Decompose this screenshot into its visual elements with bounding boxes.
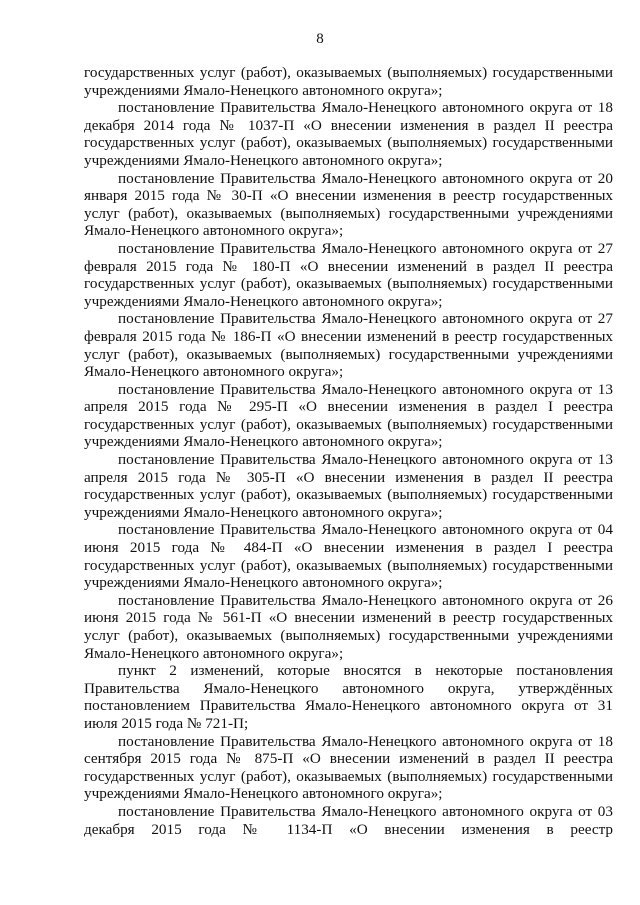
paragraph-resolution-295: постановление Правительства Ямало-Ненецкого автономного округа от 13 апреля 2015 года № 295-П «О внесении изменения в раздел I реестра государственных услуг (работ), оказываемых (выполняемых) государственными учреждениями Ямало-Ненецкого автономного округа»; [84, 380, 613, 451]
page-number: 8 [316, 31, 324, 47]
paragraph-resolution-186: постановление Правительства Ямало-Ненецкого автономного округа от 27 февраля 2015 года № 186-П «О внесении изменений в реестр государственных услуг (работ), оказываемых (выполняемых) государственными учреждениями Ямало-Ненецкого автономного округа»; [84, 310, 613, 381]
paragraph-resolution-561: постановление Правительства Ямало-Ненецкого автономного округа от 26 июня 2015 года № 561-П «О внесении изменений в реестр государственных услуг (работ), оказываемых (выполняемых) государственными учреждениями Ямало-Ненецкого автономного округа»; [84, 591, 613, 662]
document-body [84, 64, 613, 838]
paragraph-resolution-1037: постановление Правительства Ямало-Ненецкого автономного округа от 18 декабря 2014 года № 1037-П «О внесении изменения в раздел II реестра государственных услуг (работ), оказываемых (выполняемых) государственными учреждениями Ямало-Ненецкого автономного округа»; [84, 99, 613, 169]
paragraph-resolution-875: постановление Правительства Ямало-Ненецкого автономного округа от 18 сентября 2015 года № 875-П «О внесении изменений в раздел II реестра государственных услуг (работ), оказываемых (выполняемых) государственными учреждениями Ямало-Ненецкого автономного округа»; [84, 732, 613, 803]
paragraph-resolution-1134: постановление Правительства Ямало-Ненецкого автономного округа от 03 декабря 2015 года № 1134-П «О внесении изменения в реестр [84, 802, 613, 838]
paragraph-resolution-180: постановление Правительства Ямало-Ненецкого автономного округа от 27 февраля 2015 года № 180-П «О внесении изменений в раздел II реестра государственных услуг (работ), оказываемых (выполняемых) государственными учреждениями Ямало-Ненецкого автономного округа»; [84, 239, 613, 310]
paragraph-resolution-484: постановление Правительства Ямало-Ненецкого автономного округа от 04 июня 2015 года № 484-П «О внесении изменения в раздел I реестра государственных услуг (работ), оказываемых (выполняемых) государственными учреждениями Ямало-Ненецкого автономного округа»; [84, 521, 613, 592]
paragraph-continuation: государственных услуг (работ), оказываемых (выполняемых) государственными учреждениями Ямало-Ненецкого автономного округа»; [84, 64, 613, 99]
paragraph-resolution-30: постановление Правительства Ямало-Ненецкого автономного округа от 20 января 2015 года № 30-П «О внесении изменения в реестр государственных услуг (работ), оказываемых (выполняемых) государственными учреждениями Ямало-Ненецкого автономного округа»; [84, 169, 613, 240]
paragraph-resolution-305: постановление Правительства Ямало-Ненецкого автономного округа от 13 апреля 2015 года № 305-П «О внесении изменения в раздел II реестра государственных услуг (работ), оказываемых (выполняемых) государственными учреждениями Ямало-Ненецкого автономного округа»; [84, 451, 613, 521]
paragraph-clause-721: пункт 2 изменений, которые вносятся в некоторые постановления Правительства Ямало-Ненецкого автономного округа, утверждённых постановлением Правительства Ямало-Ненецкого автономного округа от 31 июля 2015 года № 721-П; [84, 662, 613, 732]
